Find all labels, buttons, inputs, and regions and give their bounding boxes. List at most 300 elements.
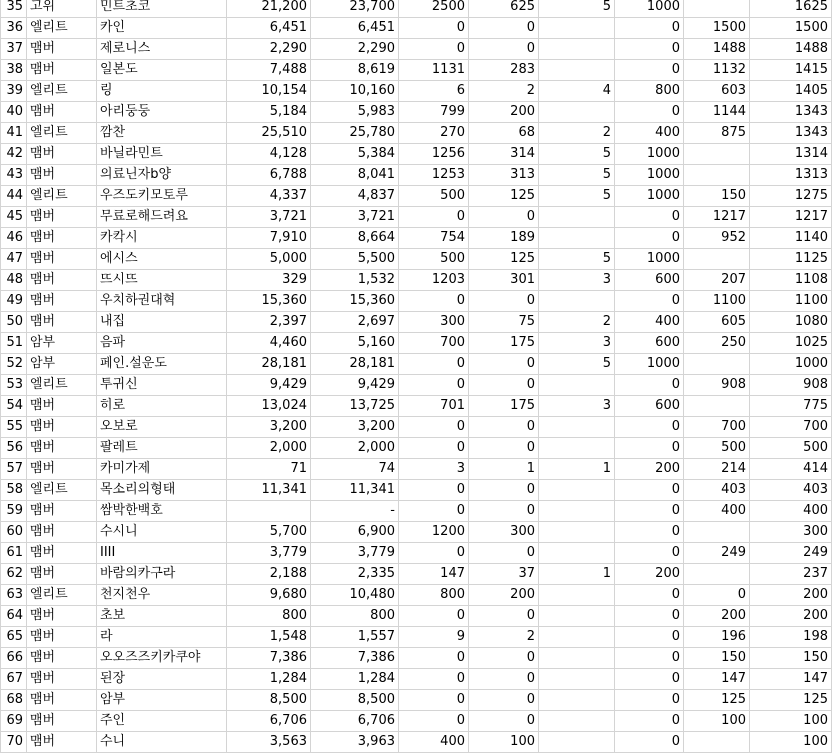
- member-name-cell[interactable]: 에시스: [97, 249, 227, 270]
- grade-cell[interactable]: 맴버: [27, 669, 97, 690]
- row-number-cell[interactable]: 57: [1, 459, 27, 480]
- value-4-cell[interactable]: 0: [469, 669, 539, 690]
- grade-cell[interactable]: 맴버: [27, 291, 97, 312]
- value-2-cell[interactable]: 1,532: [311, 270, 399, 291]
- value-5-cell[interactable]: 5: [539, 354, 615, 375]
- value-3-cell[interactable]: 300: [399, 312, 469, 333]
- value-3-cell[interactable]: 0: [399, 354, 469, 375]
- value-3-cell[interactable]: 701: [399, 396, 469, 417]
- value-5-cell[interactable]: [539, 228, 615, 249]
- value-1-cell[interactable]: 6,706: [227, 711, 311, 732]
- total-cell[interactable]: 249: [750, 543, 832, 564]
- grade-cell[interactable]: 맴버: [27, 228, 97, 249]
- value-2-cell[interactable]: 8,664: [311, 228, 399, 249]
- value-2-cell[interactable]: 23,700: [311, 0, 399, 18]
- row-number-cell[interactable]: 56: [1, 438, 27, 459]
- value-4-cell[interactable]: 189: [469, 228, 539, 249]
- value-1-cell[interactable]: 4,460: [227, 333, 311, 354]
- member-name-cell[interactable]: 바닐라민트: [97, 144, 227, 165]
- member-name-cell[interactable]: 음파: [97, 333, 227, 354]
- value-3-cell[interactable]: 0: [399, 669, 469, 690]
- value-4-cell[interactable]: 301: [469, 270, 539, 291]
- value-4-cell[interactable]: 0: [469, 543, 539, 564]
- value-1-cell[interactable]: 8,500: [227, 690, 311, 711]
- member-name-cell[interactable]: 카칵시: [97, 228, 227, 249]
- value-5-cell[interactable]: [539, 648, 615, 669]
- row-number-cell[interactable]: 59: [1, 501, 27, 522]
- value-2-cell[interactable]: 11,341: [311, 480, 399, 501]
- value-6-cell[interactable]: 0: [615, 501, 684, 522]
- row-number-cell[interactable]: 67: [1, 669, 27, 690]
- value-7-cell[interactable]: 403: [684, 480, 750, 501]
- value-1-cell[interactable]: 5,184: [227, 102, 311, 123]
- value-1-cell[interactable]: 3,779: [227, 543, 311, 564]
- value-7-cell[interactable]: [684, 0, 750, 18]
- member-name-cell[interactable]: 무료로해드려요: [97, 207, 227, 228]
- total-cell[interactable]: 1625: [750, 0, 832, 18]
- value-1-cell[interactable]: 71: [227, 459, 311, 480]
- value-5-cell[interactable]: 2: [539, 123, 615, 144]
- total-cell[interactable]: 200: [750, 585, 832, 606]
- member-name-cell[interactable]: 암부: [97, 690, 227, 711]
- value-3-cell[interactable]: 700: [399, 333, 469, 354]
- value-4-cell[interactable]: 0: [469, 711, 539, 732]
- total-cell[interactable]: 1080: [750, 312, 832, 333]
- value-4-cell[interactable]: 0: [469, 606, 539, 627]
- value-4-cell[interactable]: 125: [469, 186, 539, 207]
- value-6-cell[interactable]: 200: [615, 564, 684, 585]
- total-cell[interactable]: 1314: [750, 144, 832, 165]
- member-name-cell[interactable]: 오보로: [97, 417, 227, 438]
- total-cell[interactable]: 100: [750, 732, 832, 753]
- value-5-cell[interactable]: [539, 375, 615, 396]
- value-2-cell[interactable]: 4,837: [311, 186, 399, 207]
- grade-cell[interactable]: 맴버: [27, 438, 97, 459]
- value-5-cell[interactable]: 1: [539, 564, 615, 585]
- total-cell[interactable]: 1100: [750, 291, 832, 312]
- member-name-cell[interactable]: 아리둥둥: [97, 102, 227, 123]
- value-7-cell[interactable]: [684, 354, 750, 375]
- value-4-cell[interactable]: 37: [469, 564, 539, 585]
- value-4-cell[interactable]: 0: [469, 690, 539, 711]
- value-5-cell[interactable]: 2: [539, 312, 615, 333]
- value-3-cell[interactable]: 0: [399, 39, 469, 60]
- value-7-cell[interactable]: 952: [684, 228, 750, 249]
- value-5-cell[interactable]: [539, 207, 615, 228]
- member-name-cell[interactable]: 일본도: [97, 60, 227, 81]
- value-1-cell[interactable]: 2,397: [227, 312, 311, 333]
- grade-cell[interactable]: 맴버: [27, 501, 97, 522]
- row-number-cell[interactable]: 53: [1, 375, 27, 396]
- value-2-cell[interactable]: 3,721: [311, 207, 399, 228]
- grade-cell[interactable]: 맴버: [27, 732, 97, 753]
- value-3-cell[interactable]: 1253: [399, 165, 469, 186]
- grade-cell[interactable]: 암부: [27, 354, 97, 375]
- value-6-cell[interactable]: 0: [615, 480, 684, 501]
- total-cell[interactable]: 1025: [750, 333, 832, 354]
- member-name-cell[interactable]: 주인: [97, 711, 227, 732]
- value-3-cell[interactable]: 270: [399, 123, 469, 144]
- value-4-cell[interactable]: 0: [469, 438, 539, 459]
- value-4-cell[interactable]: 200: [469, 102, 539, 123]
- value-2-cell[interactable]: 1,557: [311, 627, 399, 648]
- value-1-cell[interactable]: 4,128: [227, 144, 311, 165]
- value-7-cell[interactable]: 150: [684, 648, 750, 669]
- value-2-cell[interactable]: 2,697: [311, 312, 399, 333]
- grade-cell[interactable]: 엘리트: [27, 375, 97, 396]
- value-6-cell[interactable]: 0: [615, 228, 684, 249]
- value-6-cell[interactable]: 0: [615, 543, 684, 564]
- total-cell[interactable]: 700: [750, 417, 832, 438]
- value-4-cell[interactable]: 175: [469, 396, 539, 417]
- value-4-cell[interactable]: 0: [469, 375, 539, 396]
- row-number-cell[interactable]: 37: [1, 39, 27, 60]
- value-3-cell[interactable]: 800: [399, 585, 469, 606]
- value-3-cell[interactable]: 0: [399, 543, 469, 564]
- total-cell[interactable]: 1108: [750, 270, 832, 291]
- value-7-cell[interactable]: 147: [684, 669, 750, 690]
- value-7-cell[interactable]: 250: [684, 333, 750, 354]
- value-5-cell[interactable]: 5: [539, 0, 615, 18]
- member-name-cell[interactable]: 목소리의형태: [97, 480, 227, 501]
- value-2-cell[interactable]: 2,290: [311, 39, 399, 60]
- value-3-cell[interactable]: 0: [399, 711, 469, 732]
- value-6-cell[interactable]: 0: [615, 690, 684, 711]
- value-2-cell[interactable]: 1,284: [311, 669, 399, 690]
- value-2-cell[interactable]: 9,429: [311, 375, 399, 396]
- total-cell[interactable]: 237: [750, 564, 832, 585]
- value-2-cell[interactable]: 2,335: [311, 564, 399, 585]
- grade-cell[interactable]: 고위: [27, 0, 97, 18]
- member-name-cell[interactable]: 바람의카구라: [97, 564, 227, 585]
- value-4-cell[interactable]: 313: [469, 165, 539, 186]
- member-name-cell[interactable]: 수시니: [97, 522, 227, 543]
- value-7-cell[interactable]: 196: [684, 627, 750, 648]
- value-5-cell[interactable]: [539, 501, 615, 522]
- row-number-cell[interactable]: 54: [1, 396, 27, 417]
- value-7-cell[interactable]: [684, 249, 750, 270]
- value-7-cell[interactable]: 0: [684, 585, 750, 606]
- value-6-cell[interactable]: 0: [615, 417, 684, 438]
- member-name-cell[interactable]: 민트초코: [97, 0, 227, 18]
- grade-cell[interactable]: 맴버: [27, 60, 97, 81]
- value-2-cell[interactable]: 10,480: [311, 585, 399, 606]
- value-1-cell[interactable]: 2,188: [227, 564, 311, 585]
- grade-cell[interactable]: 맴버: [27, 165, 97, 186]
- value-5-cell[interactable]: [539, 627, 615, 648]
- total-cell[interactable]: 908: [750, 375, 832, 396]
- value-2-cell[interactable]: 3,963: [311, 732, 399, 753]
- member-name-cell[interactable]: 히로: [97, 396, 227, 417]
- value-1-cell[interactable]: 6,788: [227, 165, 311, 186]
- value-4-cell[interactable]: 0: [469, 501, 539, 522]
- value-5-cell[interactable]: [539, 585, 615, 606]
- member-name-cell[interactable]: 카미가제: [97, 459, 227, 480]
- row-number-cell[interactable]: 55: [1, 417, 27, 438]
- value-2-cell[interactable]: 5,500: [311, 249, 399, 270]
- total-cell[interactable]: 1140: [750, 228, 832, 249]
- value-6-cell[interactable]: 800: [615, 81, 684, 102]
- value-7-cell[interactable]: 214: [684, 459, 750, 480]
- value-6-cell[interactable]: 1000: [615, 354, 684, 375]
- value-1-cell[interactable]: 9,429: [227, 375, 311, 396]
- row-number-cell[interactable]: 63: [1, 585, 27, 606]
- value-4-cell[interactable]: 2: [469, 81, 539, 102]
- value-2-cell[interactable]: 6,900: [311, 522, 399, 543]
- total-cell[interactable]: 1000: [750, 354, 832, 375]
- value-2-cell[interactable]: 6,706: [311, 711, 399, 732]
- value-1-cell[interactable]: 9,680: [227, 585, 311, 606]
- member-name-cell[interactable]: 내집: [97, 312, 227, 333]
- grade-cell[interactable]: 엘리트: [27, 123, 97, 144]
- value-6-cell[interactable]: 0: [615, 18, 684, 39]
- value-4-cell[interactable]: 283: [469, 60, 539, 81]
- value-3-cell[interactable]: 0: [399, 480, 469, 501]
- value-6-cell[interactable]: 600: [615, 396, 684, 417]
- value-7-cell[interactable]: 1488: [684, 39, 750, 60]
- value-6-cell[interactable]: 0: [615, 606, 684, 627]
- value-5-cell[interactable]: 1: [539, 459, 615, 480]
- total-cell[interactable]: 147: [750, 669, 832, 690]
- member-name-cell[interactable]: 천지천우: [97, 585, 227, 606]
- row-number-cell[interactable]: 39: [1, 81, 27, 102]
- grade-cell[interactable]: 맴버: [27, 207, 97, 228]
- member-name-cell[interactable]: 뜨시뜨: [97, 270, 227, 291]
- value-5-cell[interactable]: [539, 543, 615, 564]
- value-4-cell[interactable]: 2: [469, 627, 539, 648]
- value-7-cell[interactable]: [684, 564, 750, 585]
- value-6-cell[interactable]: 1000: [615, 0, 684, 18]
- grade-cell[interactable]: 맴버: [27, 648, 97, 669]
- grade-cell[interactable]: 맴버: [27, 543, 97, 564]
- value-7-cell[interactable]: 1132: [684, 60, 750, 81]
- value-5-cell[interactable]: [539, 522, 615, 543]
- value-1-cell[interactable]: 3,200: [227, 417, 311, 438]
- value-3-cell[interactable]: 754: [399, 228, 469, 249]
- value-1-cell[interactable]: 2,000: [227, 438, 311, 459]
- value-7-cell[interactable]: 1217: [684, 207, 750, 228]
- value-3-cell[interactable]: 500: [399, 249, 469, 270]
- value-2-cell[interactable]: 8,500: [311, 690, 399, 711]
- grade-cell[interactable]: 맴버: [27, 312, 97, 333]
- value-4-cell[interactable]: 625: [469, 0, 539, 18]
- value-3-cell[interactable]: 147: [399, 564, 469, 585]
- member-name-cell[interactable]: 라: [97, 627, 227, 648]
- grade-cell[interactable]: 엘리트: [27, 18, 97, 39]
- total-cell[interactable]: 1217: [750, 207, 832, 228]
- value-6-cell[interactable]: 400: [615, 312, 684, 333]
- row-number-cell[interactable]: 47: [1, 249, 27, 270]
- value-5-cell[interactable]: [539, 18, 615, 39]
- value-7-cell[interactable]: 249: [684, 543, 750, 564]
- row-number-cell[interactable]: 70: [1, 732, 27, 753]
- value-3-cell[interactable]: 0: [399, 648, 469, 669]
- row-number-cell[interactable]: 38: [1, 60, 27, 81]
- row-number-cell[interactable]: 52: [1, 354, 27, 375]
- value-6-cell[interactable]: 0: [615, 375, 684, 396]
- value-3-cell[interactable]: 0: [399, 291, 469, 312]
- total-cell[interactable]: 775: [750, 396, 832, 417]
- value-1-cell[interactable]: 4,337: [227, 186, 311, 207]
- value-5-cell[interactable]: [539, 606, 615, 627]
- value-3-cell[interactable]: 0: [399, 501, 469, 522]
- value-4-cell[interactable]: 300: [469, 522, 539, 543]
- value-7-cell[interactable]: [684, 165, 750, 186]
- value-5-cell[interactable]: [539, 669, 615, 690]
- row-number-cell[interactable]: 44: [1, 186, 27, 207]
- value-3-cell[interactable]: 0: [399, 417, 469, 438]
- value-2-cell[interactable]: 5,160: [311, 333, 399, 354]
- value-6-cell[interactable]: 400: [615, 123, 684, 144]
- member-name-cell[interactable]: 투귀신: [97, 375, 227, 396]
- value-2-cell[interactable]: 6,451: [311, 18, 399, 39]
- value-3-cell[interactable]: 799: [399, 102, 469, 123]
- value-3-cell[interactable]: 400: [399, 732, 469, 753]
- grade-cell[interactable]: 맴버: [27, 39, 97, 60]
- row-number-cell[interactable]: 50: [1, 312, 27, 333]
- value-4-cell[interactable]: 68: [469, 123, 539, 144]
- value-1-cell[interactable]: 6,451: [227, 18, 311, 39]
- grade-cell[interactable]: 맴버: [27, 396, 97, 417]
- row-number-cell[interactable]: 42: [1, 144, 27, 165]
- value-6-cell[interactable]: 1000: [615, 165, 684, 186]
- value-7-cell[interactable]: 875: [684, 123, 750, 144]
- member-name-cell[interactable]: 팔레트: [97, 438, 227, 459]
- value-5-cell[interactable]: 3: [539, 270, 615, 291]
- value-1-cell[interactable]: 15,360: [227, 291, 311, 312]
- grade-cell[interactable]: 맴버: [27, 102, 97, 123]
- value-5-cell[interactable]: 4: [539, 81, 615, 102]
- value-7-cell[interactable]: 1144: [684, 102, 750, 123]
- total-cell[interactable]: 1343: [750, 102, 832, 123]
- value-7-cell[interactable]: 908: [684, 375, 750, 396]
- total-cell[interactable]: 1343: [750, 123, 832, 144]
- row-number-cell[interactable]: 45: [1, 207, 27, 228]
- value-1-cell[interactable]: 10,154: [227, 81, 311, 102]
- grade-cell[interactable]: 맴버: [27, 459, 97, 480]
- value-3-cell[interactable]: 0: [399, 438, 469, 459]
- value-1-cell[interactable]: 5,000: [227, 249, 311, 270]
- row-number-cell[interactable]: 41: [1, 123, 27, 144]
- row-number-cell[interactable]: 61: [1, 543, 27, 564]
- grade-cell[interactable]: 맴버: [27, 417, 97, 438]
- grade-cell[interactable]: 엘리트: [27, 585, 97, 606]
- grade-cell[interactable]: 엘리트: [27, 81, 97, 102]
- value-7-cell[interactable]: 200: [684, 606, 750, 627]
- grade-cell[interactable]: 맴버: [27, 270, 97, 291]
- value-6-cell[interactable]: 1000: [615, 249, 684, 270]
- value-6-cell[interactable]: 1000: [615, 186, 684, 207]
- row-number-cell[interactable]: 65: [1, 627, 27, 648]
- total-cell[interactable]: 1125: [750, 249, 832, 270]
- value-6-cell[interactable]: 0: [615, 60, 684, 81]
- total-cell[interactable]: 1415: [750, 60, 832, 81]
- value-3-cell[interactable]: 0: [399, 375, 469, 396]
- total-cell[interactable]: 400: [750, 501, 832, 522]
- value-4-cell[interactable]: 0: [469, 291, 539, 312]
- value-5-cell[interactable]: [539, 102, 615, 123]
- total-cell[interactable]: 300: [750, 522, 832, 543]
- row-number-cell[interactable]: 66: [1, 648, 27, 669]
- value-7-cell[interactable]: 603: [684, 81, 750, 102]
- value-7-cell[interactable]: 400: [684, 501, 750, 522]
- value-4-cell[interactable]: 125: [469, 249, 539, 270]
- value-2-cell[interactable]: 10,160: [311, 81, 399, 102]
- value-7-cell[interactable]: 125: [684, 690, 750, 711]
- total-cell[interactable]: 200: [750, 606, 832, 627]
- member-name-cell[interactable]: 깜찬: [97, 123, 227, 144]
- value-3-cell[interactable]: 3: [399, 459, 469, 480]
- value-1-cell[interactable]: 7,488: [227, 60, 311, 81]
- row-number-cell[interactable]: 48: [1, 270, 27, 291]
- value-2-cell[interactable]: 3,200: [311, 417, 399, 438]
- value-6-cell[interactable]: 0: [615, 438, 684, 459]
- value-7-cell[interactable]: 150: [684, 186, 750, 207]
- value-3-cell[interactable]: 6: [399, 81, 469, 102]
- value-6-cell[interactable]: 0: [615, 732, 684, 753]
- member-name-cell[interactable]: IIII: [97, 543, 227, 564]
- value-2-cell[interactable]: 8,041: [311, 165, 399, 186]
- row-number-cell[interactable]: 51: [1, 333, 27, 354]
- row-number-cell[interactable]: 68: [1, 690, 27, 711]
- value-1-cell[interactable]: 28,181: [227, 354, 311, 375]
- total-cell[interactable]: 403: [750, 480, 832, 501]
- row-number-cell[interactable]: 46: [1, 228, 27, 249]
- value-7-cell[interactable]: [684, 144, 750, 165]
- member-name-cell[interactable]: 우즈도키모토루: [97, 186, 227, 207]
- value-4-cell[interactable]: 100: [469, 732, 539, 753]
- value-7-cell[interactable]: 207: [684, 270, 750, 291]
- value-5-cell[interactable]: 5: [539, 165, 615, 186]
- value-7-cell[interactable]: 500: [684, 438, 750, 459]
- member-name-cell[interactable]: 의료닌자b양: [97, 165, 227, 186]
- value-7-cell[interactable]: 1500: [684, 18, 750, 39]
- value-1-cell[interactable]: 7,386: [227, 648, 311, 669]
- value-4-cell[interactable]: 75: [469, 312, 539, 333]
- value-7-cell[interactable]: 700: [684, 417, 750, 438]
- value-4-cell[interactable]: 0: [469, 648, 539, 669]
- value-3-cell[interactable]: 9: [399, 627, 469, 648]
- grade-cell[interactable]: 맴버: [27, 690, 97, 711]
- value-2-cell[interactable]: 7,386: [311, 648, 399, 669]
- value-2-cell[interactable]: 8,619: [311, 60, 399, 81]
- value-1-cell[interactable]: 3,721: [227, 207, 311, 228]
- row-number-cell[interactable]: 60: [1, 522, 27, 543]
- row-number-cell[interactable]: 40: [1, 102, 27, 123]
- grade-cell[interactable]: 맴버: [27, 249, 97, 270]
- value-1-cell[interactable]: 11,341: [227, 480, 311, 501]
- value-4-cell[interactable]: 314: [469, 144, 539, 165]
- value-6-cell[interactable]: 1000: [615, 144, 684, 165]
- value-5-cell[interactable]: [539, 60, 615, 81]
- total-cell[interactable]: 150: [750, 648, 832, 669]
- value-6-cell[interactable]: 0: [615, 291, 684, 312]
- value-1-cell[interactable]: 7,910: [227, 228, 311, 249]
- value-4-cell[interactable]: 0: [469, 480, 539, 501]
- value-5-cell[interactable]: [539, 39, 615, 60]
- value-2-cell[interactable]: 74: [311, 459, 399, 480]
- member-name-cell[interactable]: 페인.설운도: [97, 354, 227, 375]
- value-7-cell[interactable]: [684, 522, 750, 543]
- member-name-cell[interactable]: 쌈박한백호: [97, 501, 227, 522]
- value-5-cell[interactable]: [539, 690, 615, 711]
- total-cell[interactable]: 198: [750, 627, 832, 648]
- value-4-cell[interactable]: 0: [469, 207, 539, 228]
- value-1-cell[interactable]: [227, 501, 311, 522]
- value-3-cell[interactable]: 1256: [399, 144, 469, 165]
- value-6-cell[interactable]: 200: [615, 459, 684, 480]
- value-5-cell[interactable]: [539, 732, 615, 753]
